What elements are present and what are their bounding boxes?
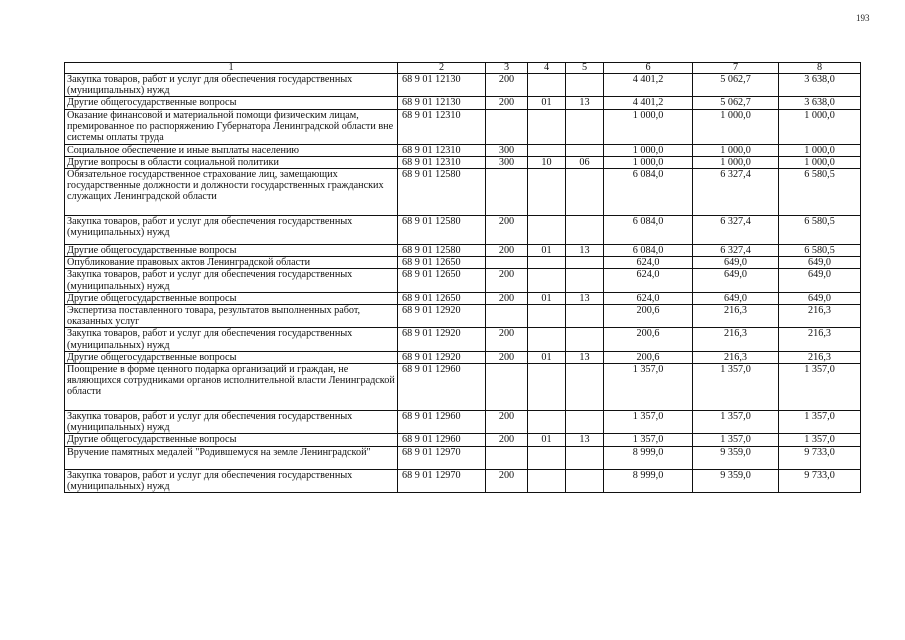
row-value8-cell: 1 357,0 bbox=[779, 434, 861, 446]
row-col4-cell bbox=[528, 144, 566, 156]
header-cell: 3 bbox=[486, 63, 528, 74]
row-col5-cell bbox=[566, 169, 604, 216]
row-value6-cell: 8 999,0 bbox=[604, 469, 693, 492]
row-col3-cell bbox=[486, 169, 528, 216]
row-code-cell: 68 9 01 12920 bbox=[398, 351, 486, 363]
row-value6-cell: 624,0 bbox=[604, 257, 693, 269]
row-code-cell: 68 9 01 12650 bbox=[398, 257, 486, 269]
row-name-cell: Экспертиза поставленного товара, результатов выполненных работ, оказанных услуг bbox=[65, 305, 398, 328]
row-code-cell: 68 9 01 12650 bbox=[398, 269, 486, 292]
table-row bbox=[65, 446, 861, 469]
row-col4-cell: 01 bbox=[528, 245, 566, 257]
row-value6-cell: 624,0 bbox=[604, 292, 693, 304]
row-col5-cell bbox=[566, 328, 604, 351]
row-value7-cell: 1 357,0 bbox=[693, 434, 779, 446]
row-col3-cell: 300 bbox=[486, 156, 528, 168]
row-name-cell: Вручение памятных медалей "Родившемуся на земле Ленинградской" bbox=[65, 446, 398, 469]
table-row bbox=[65, 469, 861, 492]
row-value6-cell: 1 357,0 bbox=[604, 364, 693, 411]
row-value6-cell: 8 999,0 bbox=[604, 446, 693, 469]
table-row bbox=[65, 97, 861, 109]
row-value7-cell: 216,3 bbox=[693, 351, 779, 363]
row-col3-cell: 200 bbox=[486, 469, 528, 492]
table-row bbox=[65, 328, 861, 351]
row-code-cell: 68 9 01 12960 bbox=[398, 364, 486, 411]
row-value7-cell: 1 357,0 bbox=[693, 364, 779, 411]
row-value8-cell: 6 580,5 bbox=[779, 169, 861, 216]
row-value8-cell: 216,3 bbox=[779, 305, 861, 328]
row-col5-cell bbox=[566, 411, 604, 434]
row-value8-cell: 9 733,0 bbox=[779, 446, 861, 469]
row-col5-cell bbox=[566, 144, 604, 156]
row-value7-cell: 649,0 bbox=[693, 269, 779, 292]
row-col3-cell bbox=[486, 109, 528, 144]
row-value6-cell: 1 357,0 bbox=[604, 411, 693, 434]
row-value6-cell: 1 357,0 bbox=[604, 434, 693, 446]
table-row bbox=[65, 245, 861, 257]
row-value6-cell: 200,6 bbox=[604, 305, 693, 328]
row-col4-cell: 01 bbox=[528, 292, 566, 304]
row-code-cell: 68 9 01 12130 bbox=[398, 97, 486, 109]
row-col3-cell: 200 bbox=[486, 292, 528, 304]
header-cell: 1 bbox=[65, 63, 398, 74]
table-row bbox=[65, 305, 861, 328]
row-col5-cell bbox=[566, 257, 604, 269]
row-value7-cell: 5 062,7 bbox=[693, 97, 779, 109]
row-value6-cell: 6 084,0 bbox=[604, 169, 693, 216]
row-col5-cell: 06 bbox=[566, 156, 604, 168]
row-value8-cell: 3 638,0 bbox=[779, 74, 861, 97]
row-code-cell: 68 9 01 12960 bbox=[398, 411, 486, 434]
row-code-cell: 68 9 01 12970 bbox=[398, 446, 486, 469]
row-value7-cell: 6 327,4 bbox=[693, 169, 779, 216]
row-code-cell: 68 9 01 12580 bbox=[398, 169, 486, 216]
row-col5-cell bbox=[566, 364, 604, 411]
row-col3-cell bbox=[486, 364, 528, 411]
row-col4-cell bbox=[528, 469, 566, 492]
row-value6-cell: 200,6 bbox=[604, 328, 693, 351]
row-col5-cell: 13 bbox=[566, 245, 604, 257]
row-col4-cell bbox=[528, 328, 566, 351]
row-col4-cell: 10 bbox=[528, 156, 566, 168]
table-row bbox=[65, 292, 861, 304]
row-col3-cell: 200 bbox=[486, 245, 528, 257]
row-value8-cell: 649,0 bbox=[779, 257, 861, 269]
row-col3-cell: 300 bbox=[486, 144, 528, 156]
row-value6-cell: 4 401,2 bbox=[604, 97, 693, 109]
row-col3-cell: 200 bbox=[486, 269, 528, 292]
row-name-cell: Другие общегосударственные вопросы bbox=[65, 351, 398, 363]
row-col5-cell bbox=[566, 305, 604, 328]
row-col4-cell bbox=[528, 109, 566, 144]
row-value7-cell: 1 000,0 bbox=[693, 156, 779, 168]
row-col5-cell: 13 bbox=[566, 351, 604, 363]
table-row bbox=[65, 216, 861, 245]
row-code-cell: 68 9 01 12130 bbox=[398, 74, 486, 97]
row-col4-cell: 01 bbox=[528, 97, 566, 109]
page-number: 193 bbox=[856, 13, 870, 23]
row-value8-cell: 1 000,0 bbox=[779, 144, 861, 156]
row-name-cell: Закупка товаров, работ и услуг для обеспечения государственных (муниципальных) нужд bbox=[65, 216, 398, 245]
row-value6-cell: 1 000,0 bbox=[604, 109, 693, 144]
table-row bbox=[65, 169, 861, 216]
row-value6-cell: 1 000,0 bbox=[604, 144, 693, 156]
row-code-cell: 68 9 01 12960 bbox=[398, 434, 486, 446]
row-col5-cell: 13 bbox=[566, 97, 604, 109]
row-col3-cell bbox=[486, 257, 528, 269]
table-row bbox=[65, 257, 861, 269]
row-col5-cell bbox=[566, 74, 604, 97]
row-col3-cell bbox=[486, 305, 528, 328]
row-code-cell: 68 9 01 12310 bbox=[398, 156, 486, 168]
row-value6-cell: 624,0 bbox=[604, 269, 693, 292]
row-name-cell: Другие общегосударственные вопросы bbox=[65, 434, 398, 446]
row-value6-cell: 200,6 bbox=[604, 351, 693, 363]
row-col4-cell bbox=[528, 169, 566, 216]
row-code-cell: 68 9 01 12580 bbox=[398, 216, 486, 245]
header-cell: 7 bbox=[693, 63, 779, 74]
row-col5-cell bbox=[566, 109, 604, 144]
row-value8-cell: 6 580,5 bbox=[779, 245, 861, 257]
row-value8-cell: 9 733,0 bbox=[779, 469, 861, 492]
row-col3-cell: 200 bbox=[486, 411, 528, 434]
row-value8-cell: 216,3 bbox=[779, 328, 861, 351]
row-code-cell: 68 9 01 12920 bbox=[398, 328, 486, 351]
row-name-cell: Другие общегосударственные вопросы bbox=[65, 97, 398, 109]
row-name-cell: Закупка товаров, работ и услуг для обеспечения государственных (муниципальных) нужд bbox=[65, 469, 398, 492]
row-col4-cell: 01 bbox=[528, 351, 566, 363]
table-row bbox=[65, 144, 861, 156]
row-code-cell: 68 9 01 12580 bbox=[398, 245, 486, 257]
row-col5-cell bbox=[566, 216, 604, 245]
table-header-row bbox=[65, 63, 861, 74]
row-col4-cell: 01 bbox=[528, 434, 566, 446]
row-name-cell: Закупка товаров, работ и услуг для обеспечения государственных (муниципальных) нужд bbox=[65, 411, 398, 434]
row-value8-cell: 1 357,0 bbox=[779, 411, 861, 434]
row-name-cell: Обязательное государственное страхование лиц, замещающих государственные должности и должности государственных гражданских служащих Ленинградской области bbox=[65, 169, 398, 216]
row-col3-cell bbox=[486, 446, 528, 469]
row-value8-cell: 649,0 bbox=[779, 269, 861, 292]
row-value7-cell: 216,3 bbox=[693, 328, 779, 351]
row-value6-cell: 4 401,2 bbox=[604, 74, 693, 97]
row-code-cell: 68 9 01 12310 bbox=[398, 109, 486, 144]
row-value7-cell: 5 062,7 bbox=[693, 74, 779, 97]
row-value7-cell: 9 359,0 bbox=[693, 469, 779, 492]
row-col3-cell: 200 bbox=[486, 328, 528, 351]
row-value7-cell: 649,0 bbox=[693, 292, 779, 304]
row-col4-cell bbox=[528, 411, 566, 434]
row-name-cell: Закупка товаров, работ и услуг для обеспечения государственных (муниципальных) нужд bbox=[65, 74, 398, 97]
row-col4-cell bbox=[528, 446, 566, 469]
header-cell: 8 bbox=[779, 63, 861, 74]
header-cell: 5 bbox=[566, 63, 604, 74]
row-col4-cell bbox=[528, 216, 566, 245]
row-col3-cell: 200 bbox=[486, 434, 528, 446]
row-col3-cell: 200 bbox=[486, 74, 528, 97]
row-col5-cell bbox=[566, 469, 604, 492]
row-value7-cell: 6 327,4 bbox=[693, 216, 779, 245]
row-value8-cell: 649,0 bbox=[779, 292, 861, 304]
row-value8-cell: 3 638,0 bbox=[779, 97, 861, 109]
row-code-cell: 68 9 01 12650 bbox=[398, 292, 486, 304]
row-name-cell: Опубликование правовых актов Ленинградской области bbox=[65, 257, 398, 269]
row-value8-cell: 1 000,0 bbox=[779, 156, 861, 168]
row-name-cell: Социальное обеспечение и иные выплаты населению bbox=[65, 144, 398, 156]
row-col5-cell bbox=[566, 269, 604, 292]
budget-table bbox=[64, 62, 861, 493]
row-col4-cell bbox=[528, 74, 566, 97]
table-row bbox=[65, 364, 861, 411]
row-value6-cell: 1 000,0 bbox=[604, 156, 693, 168]
row-value6-cell: 6 084,0 bbox=[604, 216, 693, 245]
header-cell: 6 bbox=[604, 63, 693, 74]
table-row bbox=[65, 109, 861, 144]
table-row bbox=[65, 411, 861, 434]
row-value7-cell: 1 000,0 bbox=[693, 109, 779, 144]
row-value8-cell: 1 357,0 bbox=[779, 364, 861, 411]
row-name-cell: Другие общегосударственные вопросы bbox=[65, 245, 398, 257]
row-name-cell: Другие вопросы в области социальной политики bbox=[65, 156, 398, 168]
row-col5-cell bbox=[566, 446, 604, 469]
row-name-cell: Закупка товаров, работ и услуг для обеспечения государственных (муниципальных) нужд bbox=[65, 269, 398, 292]
row-col5-cell: 13 bbox=[566, 434, 604, 446]
row-value7-cell: 1 000,0 bbox=[693, 144, 779, 156]
row-value8-cell: 6 580,5 bbox=[779, 216, 861, 245]
row-value7-cell: 6 327,4 bbox=[693, 245, 779, 257]
row-value7-cell: 9 359,0 bbox=[693, 446, 779, 469]
row-col4-cell bbox=[528, 269, 566, 292]
header-cell: 4 bbox=[528, 63, 566, 74]
row-col3-cell: 200 bbox=[486, 216, 528, 245]
row-value8-cell: 216,3 bbox=[779, 351, 861, 363]
table-row bbox=[65, 434, 861, 446]
row-col4-cell bbox=[528, 257, 566, 269]
row-code-cell: 68 9 01 12310 bbox=[398, 144, 486, 156]
row-value6-cell: 6 084,0 bbox=[604, 245, 693, 257]
table-row bbox=[65, 269, 861, 292]
table-row bbox=[65, 74, 861, 97]
row-value7-cell: 1 357,0 bbox=[693, 411, 779, 434]
header-cell: 2 bbox=[398, 63, 486, 74]
row-col5-cell: 13 bbox=[566, 292, 604, 304]
row-col3-cell: 200 bbox=[486, 351, 528, 363]
row-name-cell: Закупка товаров, работ и услуг для обеспечения государственных (муниципальных) нужд bbox=[65, 328, 398, 351]
row-value7-cell: 649,0 bbox=[693, 257, 779, 269]
row-col4-cell bbox=[528, 305, 566, 328]
row-code-cell: 68 9 01 12920 bbox=[398, 305, 486, 328]
row-code-cell: 68 9 01 12970 bbox=[398, 469, 486, 492]
row-value7-cell: 216,3 bbox=[693, 305, 779, 328]
table-row bbox=[65, 351, 861, 363]
row-col4-cell bbox=[528, 364, 566, 411]
table-row bbox=[65, 156, 861, 168]
row-name-cell: Другие общегосударственные вопросы bbox=[65, 292, 398, 304]
row-name-cell: Поощрение в форме ценного подарка организаций и граждан, не являющихся сотрудниками органов исполнительной власти Ленинградской области bbox=[65, 364, 398, 411]
row-name-cell: Оказание финансовой и материальной помощи физическим лицам, премированное по распоряжению Губернатора Ленинградской области вне системы оплаты труда bbox=[65, 109, 398, 144]
row-value8-cell: 1 000,0 bbox=[779, 109, 861, 144]
row-col3-cell: 200 bbox=[486, 97, 528, 109]
